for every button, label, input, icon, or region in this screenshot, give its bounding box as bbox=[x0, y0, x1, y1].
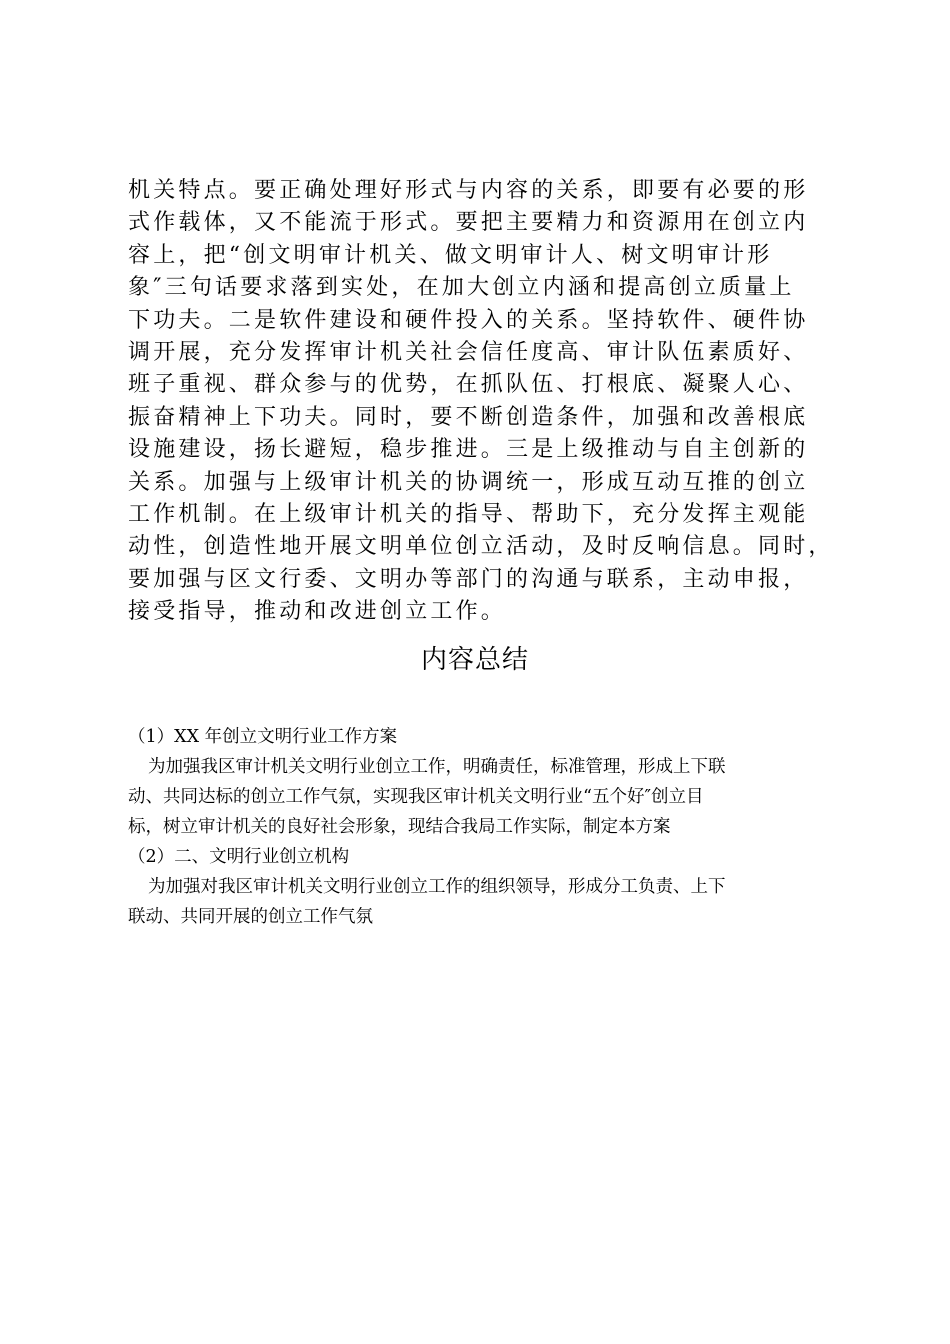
summary-text-line: 联动、共同开展的创立工作气氛 bbox=[128, 907, 373, 927]
summary-item-heading: （1）XX 年创立文明行业工作方案 bbox=[128, 727, 398, 747]
body-line: 关系。加强与上级审计机关的协调统一，形成互动互推的创立 bbox=[128, 469, 809, 495]
body-line: 接受指导，推动和改进创立工作。 bbox=[128, 599, 507, 625]
body-paragraph bbox=[128, 175, 834, 628]
body-line: 象″三句话要求落到实处，在加大创立内涵和提高创立质量上 bbox=[128, 275, 795, 301]
body-line: 设施建设，扬长避短，稳步推进。三是上级推动与自主创新的 bbox=[128, 437, 809, 463]
summary-text-line: 动、共同达标的创立工作气氛，实现我区审计机关文明行业“五个好″创立目 bbox=[128, 787, 704, 807]
body-line: 下功夫。二是软件建设和硬件投入的关系。坚持软件、硬件协 bbox=[128, 307, 809, 333]
summary-item-heading: （2）二、文明行业创立机构 bbox=[128, 847, 350, 867]
summary-text-line: 为加强我区审计机关文明行业创立工作，明确责任，标准管理，形成上下联 bbox=[148, 757, 726, 777]
body-line: 动性，创造性地开展文明单位创立活动，及时反响信息。同时， bbox=[128, 534, 834, 560]
summary-heading: 内容总结 bbox=[420, 645, 529, 675]
body-line: 振奋精神上下功夫。同时，要不断创造条件，加强和改善根底 bbox=[128, 404, 809, 430]
body-line: 班子重视、群众参与的优势，在抓队伍、打根底、凝聚人心、 bbox=[128, 372, 809, 398]
body-line: 容上，把“创文明审计机关、做文明审计人、树文明审计形 bbox=[128, 242, 773, 268]
body-line: 机关特点。要正确处理好形式与内容的关系，即要有必要的形 bbox=[128, 178, 809, 203]
body-line: 式作载体，又不能流于形式。要把主要精力和资源用在创立内 bbox=[128, 210, 809, 236]
summary-section bbox=[128, 722, 848, 932]
body-line: 要加强与区文行委、文明办等部门的沟通与联系，主动申报， bbox=[128, 566, 809, 592]
body-line: 调开展，充分发挥审计机关社会信任度高、审计队伍素质好、 bbox=[128, 339, 809, 365]
summary-text-line: 标，树立审计机关的良好社会形象，现结合我局工作实际，制定本方案 bbox=[128, 817, 671, 837]
body-line: 工作机制。在上级审计机关的指导、帮助下，充分发挥主观能 bbox=[128, 501, 809, 527]
summary-text-line: 为加强对我区审计机关文明行业创立工作的组织领导，形成分工负责、上下 bbox=[148, 877, 726, 897]
